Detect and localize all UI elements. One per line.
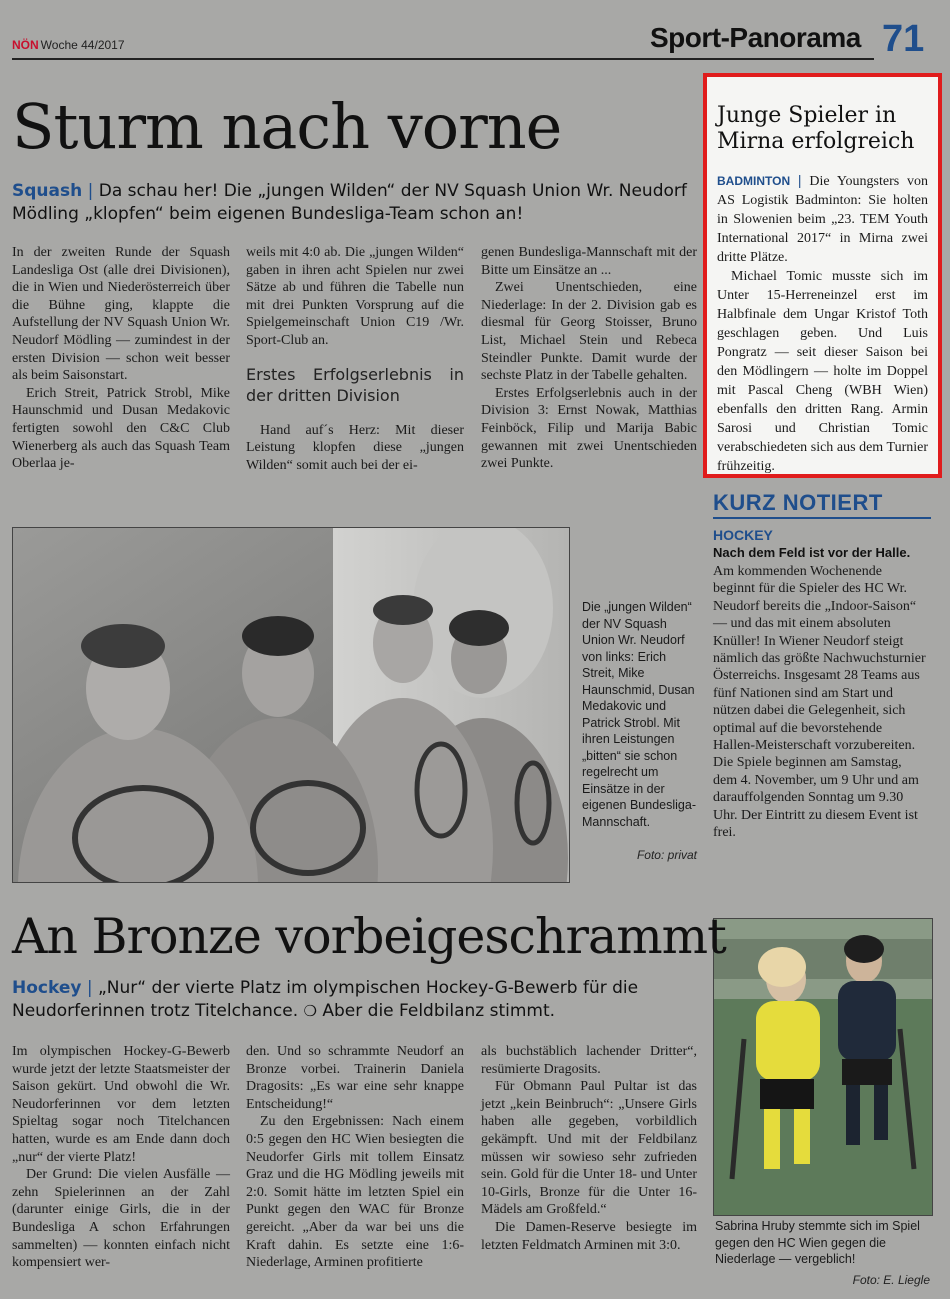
paragraph: Hand auf´s Herz: Mit dieser Leistung klopfen diese „jungen Wilden“ somit auch bei der ei- — [246, 422, 464, 473]
article1-column-3 — [481, 244, 697, 473]
bullet-icon: ❍ — [303, 1002, 317, 1020]
paragraph: Erich Streit, Patrick Strobl, Mike Haunschmid und Dusan Medakovic fertigten sowohl den C&C Club Wienerberg als auch das Squash Team Oberlaa je- — [12, 385, 230, 472]
paragraph: BADMINTON | Die Youngsters von AS Logistik Badminton: Sie holten in Slowenien beim „23. TEM Youth International 2017“ in Mirna zwei dritte Plätze. — [717, 172, 928, 265]
brand-logo: NÖN — [12, 38, 39, 52]
header-divider — [12, 58, 874, 60]
paragraph: Die Damen-Reserve besiegte im letzten Feldmatch Arminen mit 3:0. — [481, 1219, 697, 1253]
squash-photo-credit: Foto: privat — [636, 848, 697, 862]
sidebox-kicker: BADMINTON — [717, 174, 791, 188]
paragraph: Erstes Erfolgserlebnis auch in der Division 3: Ernst Nowak, Matthias Feinböck, Filip und Marija Babic gewannen mit zwei Unentschieden zwei Punkte. — [481, 385, 697, 472]
paragraph: als buchstäblich lachender Dritter“, resümierte Dragosits. — [481, 1044, 697, 1077]
article1-kicker: Squash — [12, 181, 83, 201]
article2-lead-tail: Aber die Feldbilanz stimmt. — [322, 1001, 556, 1021]
article1-column-1 — [12, 244, 230, 473]
paragraph: Zwei Unentschieden, eine Niederlage: In der 2. Division gab es diesmal für Georg Stoisser, Bruno List, Michael Stein und Rebeca Steindler Punkte. Damit wurde der sechste Platz in der Tabelle gehalten. — [481, 280, 697, 384]
article1-headline: Sturm nach vorne — [12, 90, 562, 163]
paragraph: Im olympischen Hockey-G-Bewerb wurde jetzt der letzte Staatsmeister der Saison gekürt. Und obwohl die Wr. Neudorferinnen vor dem letzten Spieltag sogar noch Titelchancen hatten, wurde es am Ende dann doch „nur“ der vierte Platz! — [12, 1044, 230, 1165]
paragraph: Der Grund: Die vielen Ausfälle — zehn Spielerinnen an der Zahl (darunter einige Girls, die in der Bundesliga A schon Erfahrungen sammelten) — konnten einfach nicht kompensiert wer- — [12, 1167, 230, 1271]
sidebox-p2: Michael Tomic musste sich im Unter 15-Herreneinzel erst im Halbfinale dem Ungar Kristof Toth geschlagen geben. Und Luis Pongratz — seit dieser Saison bei den Mödlingern — holte im Doppel mit Pascal Cheng (WBH Wien) ebenfalls den dritten Rang. Armin Sarosi und Christian Tomic verabschiedeten sich aus dem Turnier frühzeitig. — [717, 269, 928, 474]
article1-lead-text: Da schau her! Die „jungen Wilden“ der NV Squash Union Wr. Neudorf Mödling „klopfen“ beim eigenen Bundesliga-Team schon an! — [12, 181, 687, 224]
sidebox-p1: Die Youngsters von AS Logistik Badminton: Sie holten in Slowenien beim „23. TEM Youth International 2017“ in Mirna zwei dritte Plätze. — [717, 174, 928, 265]
page-header-brand — [12, 38, 125, 52]
sidebox-title: Junge Spieler in Mirna erfolgreich — [717, 103, 915, 154]
issue-label: Woche 44/2017 — [40, 38, 125, 52]
kurz-headline: Nach dem Feld ist vor der Halle. — [713, 545, 911, 560]
article2-column-1 — [12, 1043, 230, 1272]
paragraph: weils mit 4:0 ab. Die „jungen Wilden“ gaben in ihren acht Spielen nur zwei Sätze ab und führen die Tabelle nun mit drei Punkten Vorsprung auf die Spielgemeinschaft Union C19 /Wr. Sport-Club an. — [246, 245, 464, 348]
badminton-sidebox — [703, 73, 942, 478]
paragraph: genen Bundesliga-Mannschaft mit der Bitte um Einsätze an ... — [481, 245, 697, 278]
article1-subhead: Erstes Erfolgserlebnis in der dritten Division — [246, 364, 464, 405]
article2-lead-text: „Nur“ der vierte Platz im olympischen Hockey-G-Bewerb für die Neudorferinnen trotz Titelchance. — [12, 978, 639, 1021]
hockey-photo-image — [714, 919, 932, 1215]
paragraph: In der zweiten Runde der Squash Landesliga Ost (alle drei Divisionen), die in Wien und Niederösterreich über die Bühne ging, klappte die Aufstellung der NV Squash Union Wr. Neudorf Mödling — zumindest in der ersten Division — schon weit besser als beim Saisonstart. — [12, 245, 230, 384]
squash-photo-caption: Die „jungen Wilden“ der NV Squash Union Wr. Neudorf von links: Erich Streit, Mike Haunschmid, Dusan Medakovic und Patrick Strobl. Mit ihren Leistungen „bitten“ sie schon regelrecht um Einsätze in der eigenen Bundesliga-Mannschaft. — [582, 600, 696, 829]
squash-team-photo-image — [13, 528, 569, 882]
kurz-body: Am kommenden Wochenende beginnt für die Spieler des HC Wr. Neudorf bereits die „Indoor-Saison“ — und das mit einem absoluten Knüller! In Wiener Neudorf steigt nämlich das größte Nachwuchsturnier Österreichs. Insgesamt 28 Teams aus fünf Nationen sind am Start und nützen dabei die Gelegenheit, sich optimal auf die bevorstehende Hallen-Meisterschaft vorzubereiten. Die Spiele beginnen am Samstag, dem 4. November, um 9 Uhr und am darauffolgenden Sonntag um 9.30 Uhr. Der Eintritt zu diesem Event ist frei. — [713, 564, 926, 841]
article1-column-2 — [246, 244, 464, 474]
paragraph: Für Obmann Paul Pultar ist das jetzt „kein Beinbruch“: „Unsere Girls haben alle gegeben, vorbildlich gekämpft. Und mit der Feldbilanz müssen wir sowieso sehr zufrieden sein. Gold für die Unter 18- und Unter 10-Girls, Bronze für die Unter 16-Mädels am Großfeld.“ — [481, 1079, 697, 1218]
squash-team-photo — [12, 527, 570, 883]
kurz-divider — [713, 517, 931, 519]
kurz-notiert-title: KURZ NOTIERT — [713, 490, 883, 515]
page-number: 71 — [882, 18, 925, 60]
paragraph: Zu den Ergebnissen: Nach einem 0:5 gegen den HC Wien besiegten die Neudorfer Girls mit tollem Einsatz Graz und die HG Mödling jeweils mit 2:0. Somit hätte im letzten Spiel ein Punkt gegen den WAC für Bronze gereicht. „Aber da war bei uns die Kraft dahin. Es setzte eine 1:6-Niederlage, Arminen profitierte — [246, 1114, 464, 1271]
article2-headline: An Bronze vorbeigeschrammt — [12, 908, 726, 965]
sidebox-body — [717, 171, 928, 476]
section-title: Sport-Panorama — [650, 22, 861, 53]
hockey-photo — [713, 918, 933, 1216]
article2-kicker: Hockey — [12, 978, 82, 998]
paragraph: den. Und so schrammte Neudorf an Bronze vorbei. Trainerin Daniela Dragosits: „Es war eine sehr knappe Entscheidung!“ — [246, 1044, 464, 1112]
article1-lead: Squash | Da schau her! Die „jungen Wilden“ der NV Squash Union Wr. Neudorf Mödling „klopfen“ beim eigenen Bundesliga-Team schon an! — [12, 181, 687, 224]
article2-column-3 — [481, 1043, 697, 1254]
kurz-category: HOCKEY — [713, 527, 773, 543]
hockey-photo-credit: Foto: E. Liegle — [852, 1273, 930, 1287]
hockey-photo-caption: Sabrina Hruby stemmte sich im Spiel gegen den HC Wien gegen die Niederlage — vergeblich! — [715, 1219, 920, 1266]
article2-lead: Hockey | „Nur“ der vierte Platz im olympischen Hockey-G-Bewerb für die Neudorferinnen trotz Titelchance. ❍ Aber die Feldbilanz stimmt. — [12, 978, 639, 1021]
article2-column-2 — [246, 1043, 464, 1272]
